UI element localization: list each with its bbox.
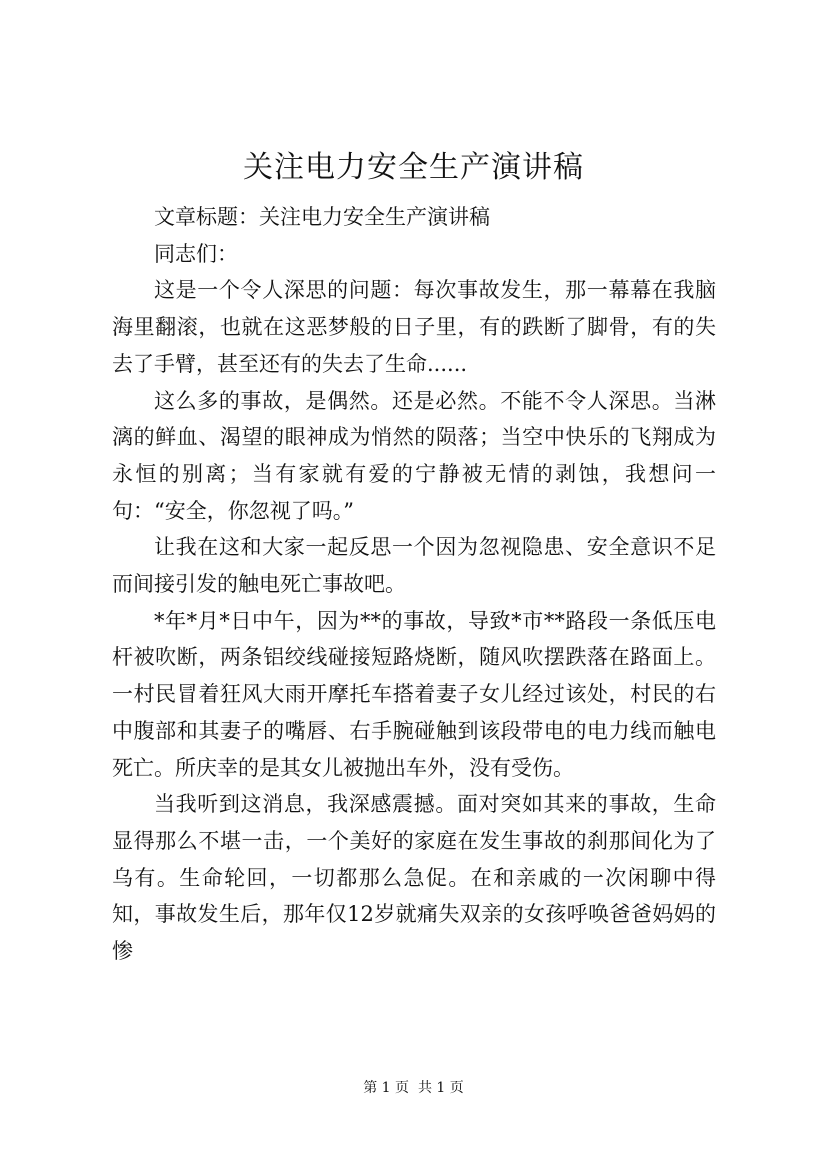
- document-body: [112, 199, 716, 970]
- body-paragraph: 当我听到这消息，我深感震撼。面对突如其来的事故，生命显得那么不堪一击，一个美好的家庭在发生事故的刹那间化为了乌有。生命轮回，一切都那么急促。在和亲戚的一次闲聊中得知，事故发生后，那年仅12岁就痛失双亲的女孩呼唤爸爸妈妈的惨: [112, 792, 716, 964]
- salutation: 同志们：: [154, 241, 238, 266]
- page-number: 第 1 页 共 1 页: [363, 1080, 464, 1096]
- page-footer: [0, 1078, 827, 1098]
- article-title-line: 文章标题：关注电力安全生产演讲稿: [154, 205, 490, 229]
- document-title: 关注电力安全生产演讲稿: [243, 150, 584, 185]
- body-paragraph: 让我在这和大家一起反思一个因为忽视隐患、安全意识不足而间接引发的触电死亡事故吧。: [112, 535, 716, 597]
- body-paragraph: *年*月*日中午，因为**的事故，导致*市**路段一条低压电杆被吹断，两条铝绞线碰接短路烧断，随风吹摆跌落在路面上。一村民冒着狂风大雨开摩托车搭着妻子女儿经过该处，村民的右中腹部和其妻子的嘴唇、右手腕碰触到该段带电的电力线而触电死亡。所庆幸的是其女儿被抛出车外，没有受伤。: [112, 608, 716, 780]
- body-paragraph: 这么多的事故，是偶然。还是必然。不能不令人深思。当淋漓的鲜血、渴望的眼神成为悄然的陨落；当空中快乐的飞翔成为永恒的别离；当有家就有爱的宁静被无情的剥蚀，我想问一句：“安全，你忽视了吗。”: [112, 388, 716, 523]
- body-paragraph: 这是一个令人深思的问题：每次事故发生，那一幕幕在我脑海里翻滚，也就在这恶梦般的日子里，有的跌断了脚骨，有的失去了手臂，甚至还有的失去了生命......: [112, 278, 716, 376]
